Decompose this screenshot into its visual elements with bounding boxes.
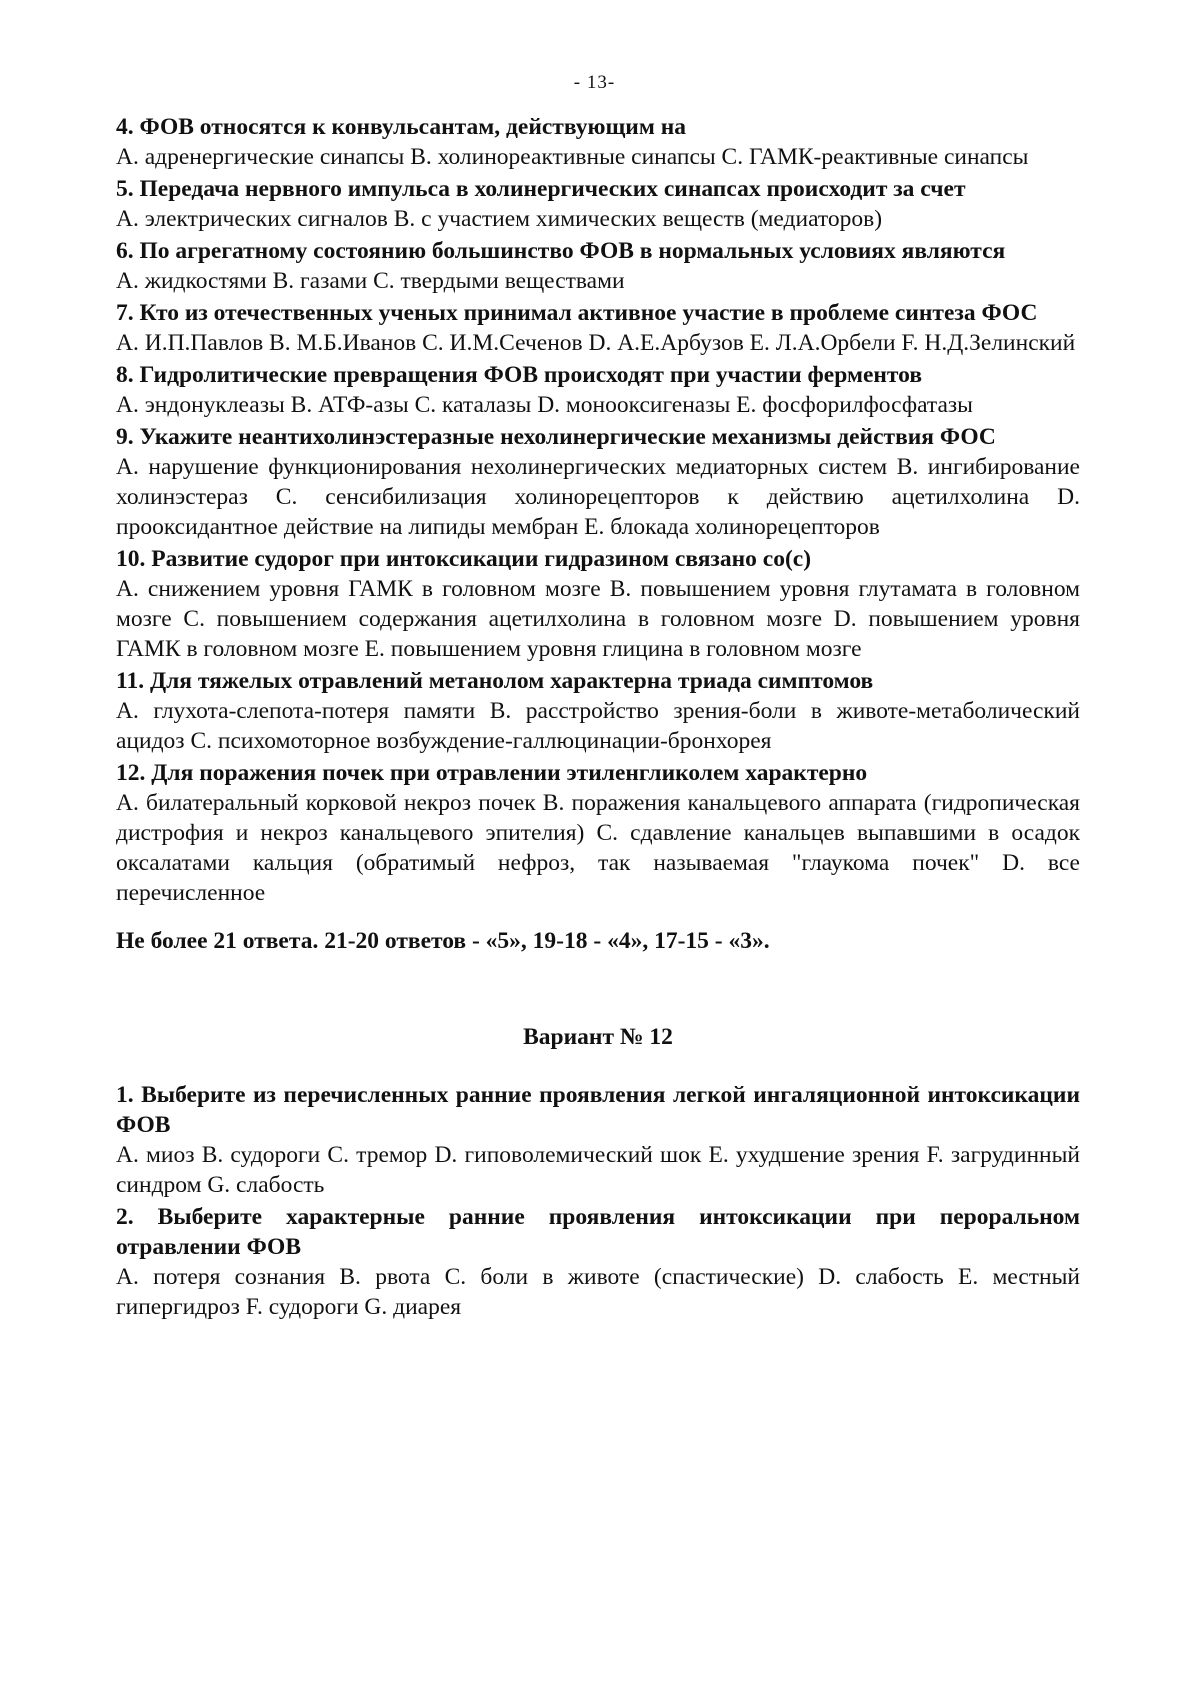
question-10: 10. Развитие судорог при интоксикации гидразином связано со(с) (116, 546, 812, 572)
variant12-answers-1: A. миоз B. судороги C. тремор D. гиповолемический шок E. ухудшение зрения F. загрудинный синдром G. слабость (116, 1142, 1080, 1198)
scoring-note: Не более 21 ответа. 21-20 ответов - «5», 19-18 - «4», 17-15 - «3». (116, 928, 770, 954)
question-4: 4. ФОВ относятся к конвульсантам, действующим на (116, 114, 686, 140)
answers-11: A. глухота-слепота-потеря памяти B. расстройство зрения-боли в животе-метаболический ацидоз C. психомоторное возбуждение-галлюцинации-бронхорея (116, 698, 1080, 754)
variant12-question-2: 2. Выберите характерные ранние проявления интоксикации при пероральном отравлении ФОВ (116, 1204, 1080, 1260)
question-12: 12. Для поражения почек при отравлении этиленгликолем характерно (116, 760, 868, 786)
question-9: 9. Укажите неантихолинэстеразные нехолинергические механизмы действия ФОС (116, 424, 996, 450)
question-11: 11. Для тяжелых отравлений метанолом характерна триада симптомов (116, 668, 874, 694)
answers-5: A. электрических сигналов B. с участием химических веществ (медиаторов) (116, 206, 883, 232)
variant-heading: Вариант № 12 (523, 1024, 673, 1050)
variant12-question-1: 1. Выберите из перечисленных ранние проявления легкой ингаляционной интоксикации ФОВ (116, 1082, 1080, 1138)
question-6: 6. По агрегатному состоянию большинство ФОВ в нормальных условиях являются (116, 238, 1006, 264)
question-7: 7. Кто из отечественных ученых принимал активное участие в проблеме синтеза ФОС (116, 300, 1038, 326)
answers-6: A. жидкостями B. газами C. твердыми веществами (116, 268, 625, 294)
question-5: 5. Передача нервного импульса в холинергических синапсах происходит за счет (116, 176, 966, 202)
variant12-answers-2: A. потеря сознания B. рвота C. боли в животе (спастические) D. слабость E. местный гипергидроз F. судороги G. диарея (116, 1264, 1080, 1320)
answers-9: A. нарушение функционирования нехолинергических медиаторных систем B. ингибирование холинэстераз C. сенсибилизация холинорецепторов к действию ацетилхолина D. прооксидантное действие на липиды мембран E. блокада холинорецепторов (116, 454, 1080, 540)
answers-8: A. эндонуклеазы B. АТФ-азы C. каталазы D. монооксигеназы E. фосфорилфосфатазы (116, 392, 973, 418)
answers-4: A. адренергические синапсы B. холинореактивные синапсы C. ГАМК-реактивные синапсы (116, 144, 1029, 170)
document-body (116, 112, 1080, 1324)
answers-10: A. снижением уровня ГАМК в головном мозге B. повышением уровня глутамата в головном мозге C. повышением содержания ацетилхолина в головном мозге D. повышением уровня ГАМК в головном мозге E. повышением уровня глицина в головном мозге (116, 576, 1080, 662)
answers-12: A. билатеральный корковой некроз почек B. поражения канальцевого аппарата (гидропическая дистрофия и некроз канальцевого эпителия) C. сдавление канальцев выпавшими в осадок оксалатами кальция (обратимый нефроз, так называемая "глаукома почек" D. все перечисленное (116, 790, 1080, 906)
question-8: 8. Гидролитические превращения ФОВ происходят при участии ферментов (116, 362, 923, 388)
page-number: - 13- (573, 72, 616, 93)
answers-7: A. И.П.Павлов B. М.Б.Иванов C. И.М.Сеченов D. А.Е.Арбузов E. Л.А.Орбели F. Н.Д.Зелинский (116, 330, 1076, 356)
